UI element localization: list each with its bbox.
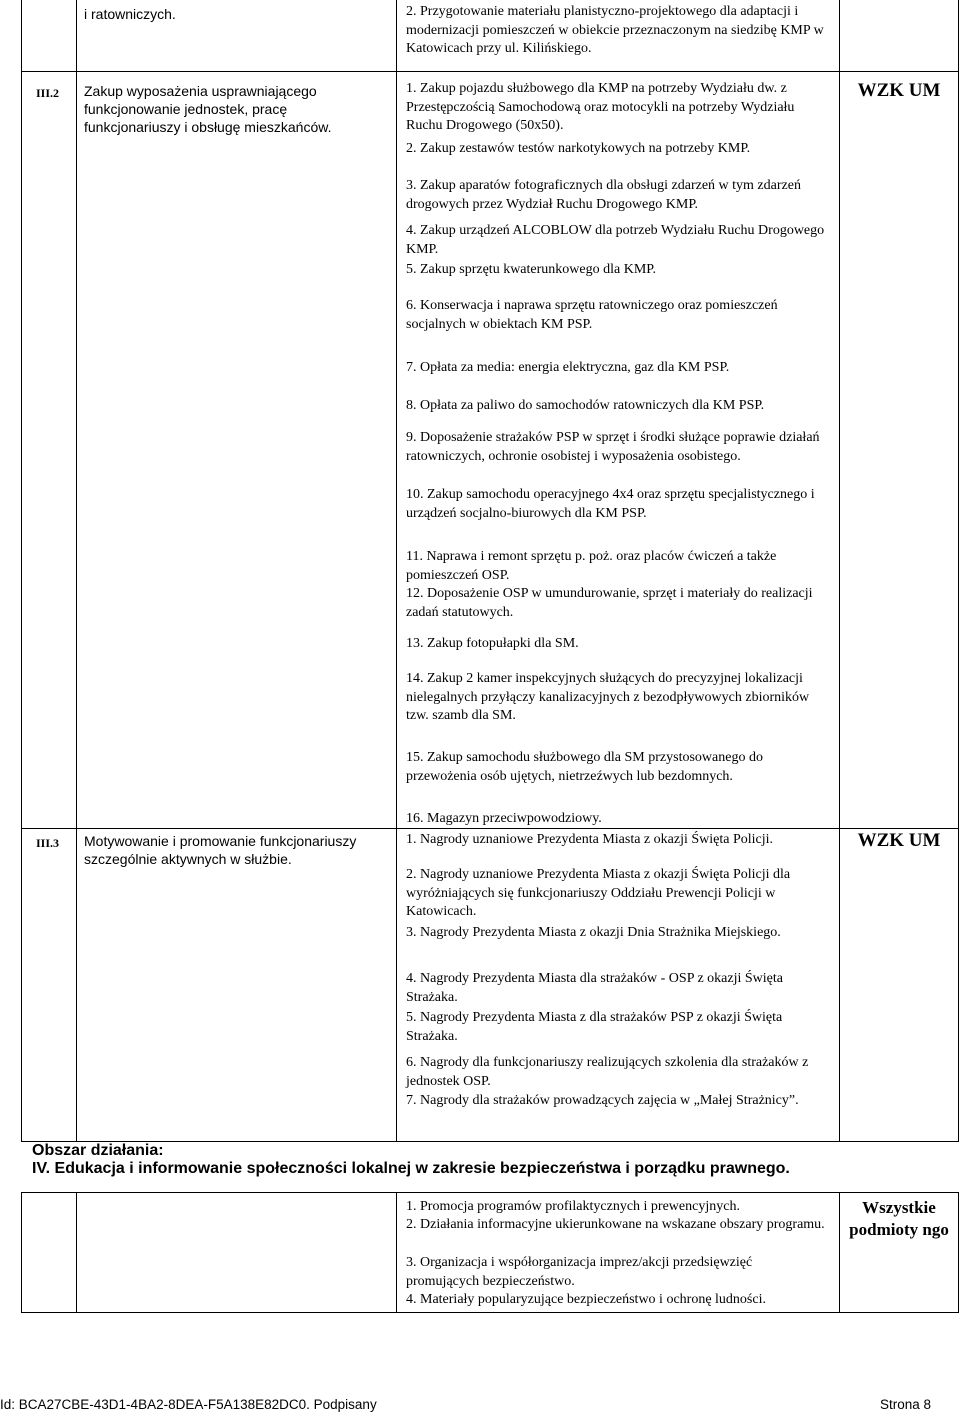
section-iv-left: [21, 1192, 22, 1313]
task-item: 5. Zakup sprzętu kwaterunkowego dla KMP.: [406, 262, 657, 277]
task-item: 2. Nagrody uznaniowe Prezydenta Miasta z okazji Święta Policji dla wyróżniających się funkcjonariuszy Oddziału Prewencji Policji w Katowicach.: [406, 867, 791, 919]
task-item: 4. Materiały popularyzujące bezpieczeństwo i ochronę ludności.: [406, 1292, 766, 1307]
row-divider-1: [21, 71, 959, 72]
task-item: 8. Opłata za paliwo do samochodów ratowniczych dla KM PSP.: [406, 398, 765, 413]
section-number: III.2: [36, 86, 60, 100]
task-item: 12. Doposażenie OSP w umundurowanie, sprzęt i materiały do realizacji zadań statutowych.: [406, 586, 813, 620]
task-item: 4. Zakup urządzeń ALCOBLOW dla potrzeb Wydziału Ruchu Drogowego KMP.: [406, 223, 825, 257]
task-item: 3. Nagrody Prezydenta Miasta z okazji Dnia Strażnika Miejskiego.: [406, 925, 781, 940]
area-label: Obszar działania:: [32, 1142, 164, 1159]
table-divider-1: [76, 0, 77, 1142]
task-item: 5. Nagrody Prezydenta Miasta z dla strażaków PSP z okazji Święta Strażaka.: [406, 1010, 783, 1044]
task-item: 1. Promocja programów profilaktycznych i prewencyjnych.: [406, 1199, 740, 1214]
task-item: 10. Zakup samochodu operacyjnego 4x4 oraz sprzętu specjalistycznego i urządzeń socjalno-biurowych dla KM PSP.: [406, 487, 815, 521]
section-iv-divider-2: [396, 1192, 397, 1313]
task-item: 6. Konserwacja i naprawa sprzętu ratowniczego oraz pomieszczeń socjalnych w obiektach KM PSP.: [406, 298, 778, 332]
area-title: IV. Edukacja i informowanie społeczności lokalnej w zakresie bezpieczeństwa i porządku prawnego.: [32, 1160, 790, 1177]
section-title: Zakup wyposażenia usprawniającego funkcjonowanie jednostek, pracę funkcjonariuszy i obsługę mieszkańców.: [84, 83, 332, 135]
section-iv-right: [958, 1192, 959, 1313]
task-item: 2. Zakup zestawów testów narkotykowych na potrzeby KMP.: [406, 141, 751, 156]
task-item: 13. Zakup fotopułapki dla SM.: [406, 636, 579, 651]
task-item: 2. Działania informacyjne ukierunkowane na wskazane obszary programu.: [406, 1217, 825, 1232]
section-number: III.3: [36, 836, 60, 850]
page-number: Strona 8: [880, 1397, 932, 1412]
task-item: 7. Nagrody dla strażaków prowadzących zajęcia w „Małej Strażnicy”.: [406, 1093, 799, 1108]
top-row-task: 2. Przygotowanie materiału planistyczno-projektowego dla adaptacji i modernizacji pomieszczeń w obiekcie przeznaczonym na siedzibę KMP w Katowicach przy ul. Kilińskiego.: [406, 4, 824, 56]
section-iv-bottom: [21, 1312, 959, 1313]
document-id: Id: BCA27CBE-43D1-4BA2-8DEA-F5A138E82DC0. Podpisany: [0, 1397, 377, 1412]
task-item: 3. Zakup aparatów fotograficznych dla obsługi zdarzeń w tym zdarzeń drogowych przez Wydział Ruchu Drogowego KMP.: [406, 178, 801, 212]
responsible-unit: Wszystkie podmioty ngo: [849, 1198, 949, 1239]
task-item: 4. Nagrody Prezydenta Miasta dla strażaków - OSP z okazji Święta Strażaka.: [406, 971, 783, 1005]
task-item: 11. Naprawa i remont sprzętu p. poż. oraz placów ćwiczeń a także pomieszczeń OSP.: [406, 549, 777, 583]
table-divider-2: [396, 0, 397, 1142]
top-row-title: i ratowniczych.: [84, 6, 176, 22]
task-item: 3. Organizacja i współorganizacja imprez/akcji przedsięwzięć promujących bezpieczeństwo.: [406, 1255, 753, 1289]
task-item: 14. Zakup 2 kamer inspekcyjnych służących do precyzyjnej lokalizacji nielegalnych przyłączy kanalizacyjnych z bezodpływowych zbiorników tzw. szamb dla SM.: [406, 671, 810, 723]
responsible-unit: WZK UM: [857, 80, 941, 101]
task-item: 1. Zakup pojazdu służbowego dla KMP na potrzeby Wydziału dw. z Przestępczością Samochodową oraz motocykli na potrzeby Wydziału Ruchu Drogowego (50x50).: [406, 81, 795, 133]
table-border-left: [21, 0, 22, 1142]
table-divider-3: [839, 0, 840, 1142]
task-item: 6. Nagrody dla funkcjonariuszy realizujących szkolenia dla strażaków z jednostek OSP.: [406, 1055, 809, 1089]
task-item: 16. Magazyn przeciwpowodziowy.: [406, 811, 602, 826]
table-border-right: [958, 0, 959, 1142]
task-item: 15. Zakup samochodu służbowego dla SM przystosowanego do przewożenia osób ujętych, nietrzeźwych lub bezdomnych.: [406, 750, 763, 784]
responsible-unit: WZK UM: [857, 830, 941, 851]
task-item: 1. Nagrody uznaniowe Prezydenta Miasta z okazji Święta Policji.: [406, 832, 774, 847]
section-title: Motywowanie i promowanie funkcjonariuszy szczególnie aktywnych w służbie.: [84, 833, 357, 867]
task-item: 7. Opłata za media: energia elektryczna, gaz dla KM PSP.: [406, 360, 730, 375]
task-item: 9. Doposażenie strażaków PSP w sprzęt i środki służące poprawie działań ratowniczych, ochronie osobistej i wyposażenia osobistego.: [406, 430, 820, 464]
section-iv-top: [21, 1192, 959, 1193]
section-iv-divider-1: [76, 1192, 77, 1313]
